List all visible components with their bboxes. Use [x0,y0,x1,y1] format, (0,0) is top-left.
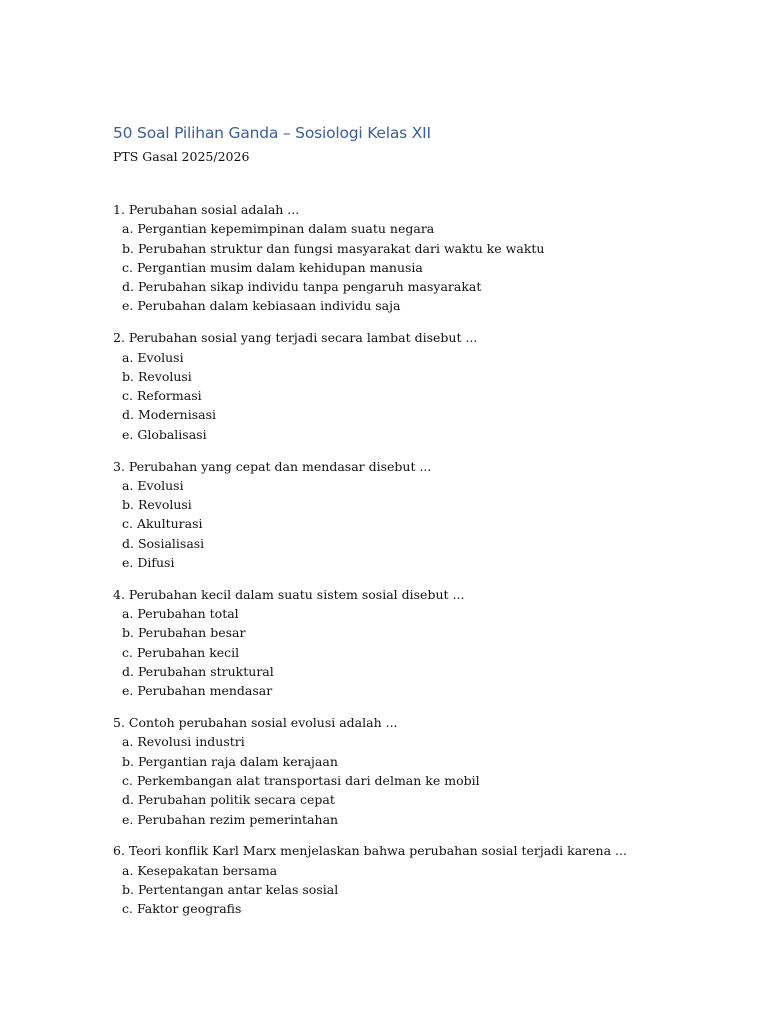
answer-option: c. Pergantian musim dalam kehidupan manusia [122,259,423,275]
question-5 [113,713,733,829]
answer-option: e. Difusi [122,555,175,571]
answer-option: b. Revolusi [122,497,192,513]
answer-option: c. Perkembangan alat transportasi dari delman ke mobil [122,773,480,789]
answer-option: e. Perubahan dalam kebiasaan individu saja [122,298,401,314]
answer-option: b. Pergantian raja dalam kerajaan [122,753,338,769]
answer-option: a. Perubahan total [122,606,239,622]
question-2 [113,328,733,444]
document-subtitle: PTS Gasal 2025/2026 [113,149,250,164]
answer-option: d. Modernisasi [122,407,216,423]
answer-option: e. Perubahan mendasar [122,683,273,699]
answer-option: d. Perubahan politik secara cepat [122,792,335,808]
question-text: 2. Perubahan sosial yang terjadi secara lambat disebut ... [113,330,478,346]
question-3 [113,457,733,573]
answer-option: b. Pertentangan antar kelas sosial [122,882,339,897]
answer-option: c. Perubahan kecil [122,644,240,660]
question-text: 3. Perubahan yang cepat dan mendasar disebut ... [113,458,432,474]
answer-option: e. Globalisasi [122,426,207,442]
answer-option: a. Pergantian kepemimpinan dalam suatu negara [122,221,435,237]
answer-option: c. Reformasi [122,388,202,404]
answer-option: a. Kesepakatan bersama [122,862,278,878]
answer-option: c. Faktor geografis [122,901,242,917]
answer-option: d. Perubahan sikap individu tanpa pengaruh masyarakat [122,279,482,295]
answer-option: a. Evolusi [122,349,184,365]
question-6 [113,841,733,918]
answer-option: b. Revolusi [122,368,192,384]
question-list [113,200,733,931]
question-text: 5. Contoh perubahan sosial evolusi adalah ... [113,715,398,731]
answer-option: b. Perubahan struktur dan fungsi masyarakat dari waktu ke waktu [122,240,545,256]
question-4 [113,585,733,701]
answer-option: d. Sosialisasi [122,535,205,551]
question-text: 6. Teori konflik Karl Marx menjelaskan bahwa perubahan sosial terjadi karena ... [113,843,627,859]
question-1 [113,200,733,316]
question-text: 1. Perubahan sosial adalah ... [113,202,300,217]
answer-option: d. Perubahan struktural [122,664,274,680]
answer-option: a. Evolusi [122,477,184,493]
document-title: 50 Soal Pilihan Ganda – Sosiologi Kelas XII [113,124,431,142]
answer-option: a. Revolusi industri [122,734,245,750]
question-text: 4. Perubahan kecil dalam suatu sistem sosial disebut ... [113,586,465,602]
answer-option: e. Perubahan rezim pemerintahan [122,811,339,827]
answer-option: b. Perubahan besar [122,625,246,641]
answer-option: c. Akulturasi [122,516,203,532]
